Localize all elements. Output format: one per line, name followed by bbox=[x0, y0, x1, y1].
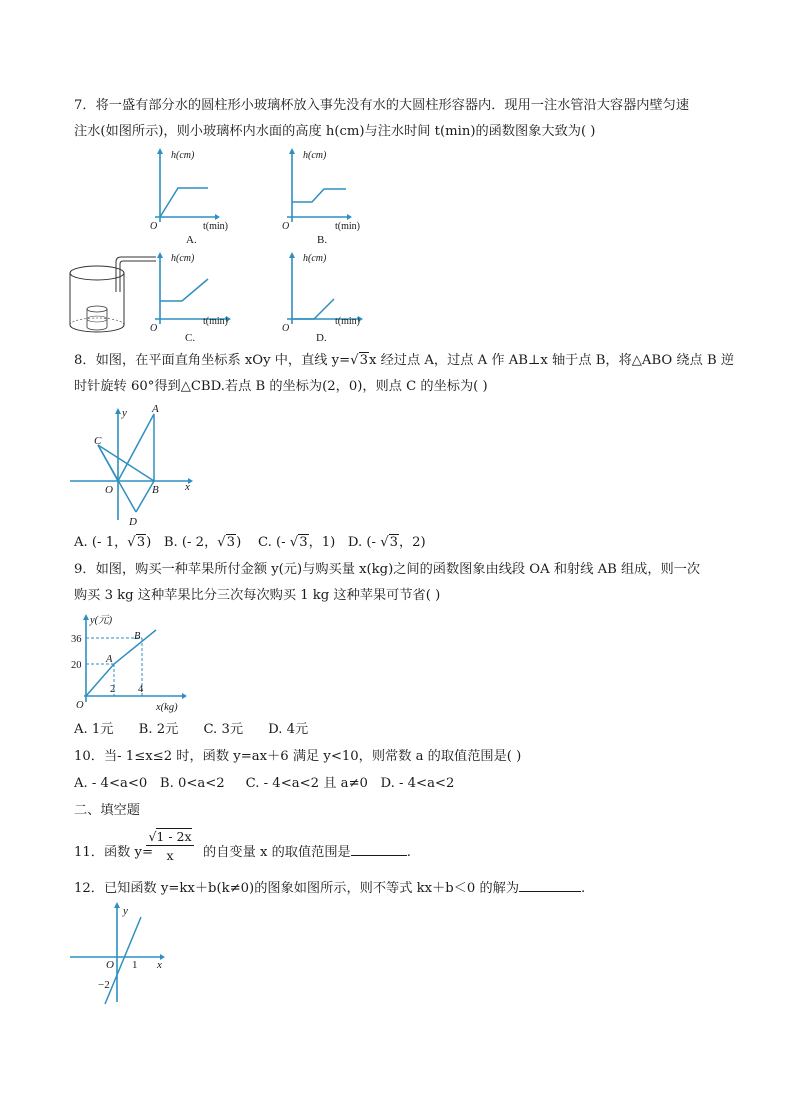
q7-graph-b bbox=[272, 142, 372, 248]
q9-tick-20: 20 bbox=[71, 660, 82, 671]
q8-option-b-end: ) bbox=[236, 535, 242, 550]
sqrt-3: √3 bbox=[289, 535, 308, 550]
q9-xlabel: x(kg) bbox=[156, 702, 178, 713]
q9-line-1: 9．如图，购买一种苹果所付金额 y(元)与购买量 x(kg)之间的函数图象由线段 OA 和射线 AB 组成，则一次 bbox=[74, 562, 701, 577]
q8-option-c-start: C. (- bbox=[258, 535, 290, 550]
q7a-option-label: A. bbox=[186, 234, 197, 246]
q12-answer-blank[interactable] bbox=[519, 891, 581, 892]
q8-options bbox=[74, 533, 426, 553]
q8-figure bbox=[70, 400, 200, 528]
q7c-xlabel: t(min) bbox=[203, 316, 228, 327]
q7-graph-d bbox=[272, 244, 372, 350]
sqrt-radicand: 3 bbox=[359, 353, 368, 368]
q8-point-b: B bbox=[152, 484, 159, 496]
q7a-xlabel: t(min) bbox=[203, 221, 228, 232]
sqrt-3: √3 bbox=[380, 535, 398, 550]
q8-point-c: C bbox=[94, 435, 102, 447]
q7-graph-c bbox=[140, 244, 240, 350]
sqrt-radicand: 3 bbox=[226, 535, 236, 550]
q8-option-c-end: ，1) bbox=[308, 535, 336, 550]
q9-options: A. 1元 B. 2元 C. 3元 D. 4元 bbox=[74, 722, 309, 737]
q7c-origin: O bbox=[150, 323, 158, 334]
q7c-option-label: C. bbox=[185, 332, 196, 344]
q8-option-a-end: ) bbox=[146, 535, 152, 550]
q10-options: A. - 4<a<0 B. 0<a<2 C. - 4<a<2 且 a≠0 D. - 4<a<2 bbox=[74, 776, 455, 791]
q7-line-1: 7．将一盛有部分水的圆柱形小玻璃杯放入事先没有水的大圆柱形容器内．现用一注水管沿大容器内壁匀速 bbox=[74, 98, 690, 113]
q12-text: 12．已知函数 y=kx＋b(k≠0)的图象如图所示，则不等式 kx＋b＜0 的解为 bbox=[74, 881, 520, 896]
q12-end: . bbox=[581, 881, 586, 896]
q7d-option-label: D. bbox=[316, 332, 327, 344]
q7b-origin: O bbox=[282, 221, 290, 232]
sqrt-3: √3 bbox=[217, 535, 236, 550]
q9-figure bbox=[68, 608, 198, 716]
q12-tick-1: 1 bbox=[132, 959, 138, 971]
q8-option-d-start: D. (- bbox=[347, 535, 381, 550]
sqrt-3: √3 bbox=[127, 535, 146, 550]
q9-ylabel: y(元) bbox=[90, 615, 113, 626]
q8-axis-y: y bbox=[122, 407, 127, 419]
q7b-option-label: B. bbox=[317, 234, 328, 246]
q11-suffix: 的自变量 x 的取值范围是 bbox=[203, 845, 351, 860]
q11-radicand: 1 - 2x bbox=[156, 829, 192, 844]
q11-prefix: 11．函数 y= bbox=[74, 845, 154, 860]
q8-line-1-a: 8．如图，在平面直角坐标系 xOy 中，直线 y= bbox=[74, 353, 351, 368]
q7b-xlabel: t(min) bbox=[335, 221, 360, 232]
q8-line-1 bbox=[74, 351, 734, 371]
q7d-xlabel: t(min) bbox=[335, 316, 360, 327]
q8-axis-x: x bbox=[185, 481, 190, 493]
q10-line-1: 10．当- 1≤x≤2 时，函数 y=ax＋6 满足 y<10，则常数 a 的取值范围是( ) bbox=[74, 749, 522, 764]
sqrt-radicand: 3 bbox=[299, 535, 308, 550]
q7c-ylabel: h(cm) bbox=[171, 253, 195, 264]
q9-tick-4: 4 bbox=[138, 684, 144, 695]
sqrt-radicand: 3 bbox=[389, 535, 398, 550]
q8-origin: O bbox=[105, 484, 113, 496]
q9-tick-36: 36 bbox=[71, 634, 82, 645]
q9-tick-2: 2 bbox=[110, 684, 116, 695]
q8-option-b-start: B. (- 2， bbox=[163, 535, 218, 550]
q8-point-d: D bbox=[129, 516, 137, 528]
q7-graph-a bbox=[140, 142, 240, 248]
q7d-origin: O bbox=[282, 323, 290, 334]
q7a-origin: O bbox=[150, 221, 158, 232]
q12-line bbox=[74, 879, 585, 899]
q9-line-2: 购买 3 kg 这种苹果比分三次每次购买 1 kg 这种苹果可节省( ) bbox=[74, 588, 441, 603]
q9-point-a: A bbox=[106, 654, 113, 665]
q7d-ylabel: h(cm) bbox=[303, 253, 327, 264]
sqrt-3: √3 bbox=[350, 353, 368, 368]
q12-tick-neg2: −2 bbox=[98, 979, 110, 991]
q11-denominator: x bbox=[166, 848, 174, 863]
q9-point-b: B bbox=[134, 631, 141, 642]
q11-end: . bbox=[406, 845, 411, 860]
q11-numerator: √1 - 2x bbox=[146, 829, 194, 846]
q12-figure bbox=[70, 902, 180, 1012]
q12-axis-x: x bbox=[157, 959, 162, 971]
q8-line-1-b: x 经过点 A，过点 A 作 AB⊥x 轴于点 B，将△ABO 绕点 B 逆 bbox=[368, 353, 735, 368]
q12-origin: O bbox=[106, 959, 114, 971]
q8-option-d-end: ，2) bbox=[398, 535, 426, 550]
q8-line-2: 时针旋转 60°得到△CBD.若点 B 的坐标为(2，0)，则点 C 的坐标为( ) bbox=[74, 379, 488, 394]
section-title-fill-in: 二、填空题 bbox=[74, 803, 140, 818]
sqrt-radicand: 3 bbox=[136, 535, 146, 550]
q8-point-a: A bbox=[152, 403, 159, 415]
q9-origin: O bbox=[76, 700, 84, 711]
q7b-ylabel: h(cm) bbox=[303, 150, 327, 161]
q12-axis-y: y bbox=[123, 905, 128, 917]
q8-option-a-start: A. (- 1， bbox=[74, 535, 128, 550]
q11-line bbox=[74, 843, 411, 863]
q11-answer-blank[interactable] bbox=[351, 855, 407, 856]
q7a-ylabel: h(cm) bbox=[171, 150, 195, 161]
q7-line-2: 注水(如图所示)，则小玻璃杯内水面的高度 h(cm)与注水时间 t(min)的函数图象大致为( ) bbox=[74, 124, 596, 139]
